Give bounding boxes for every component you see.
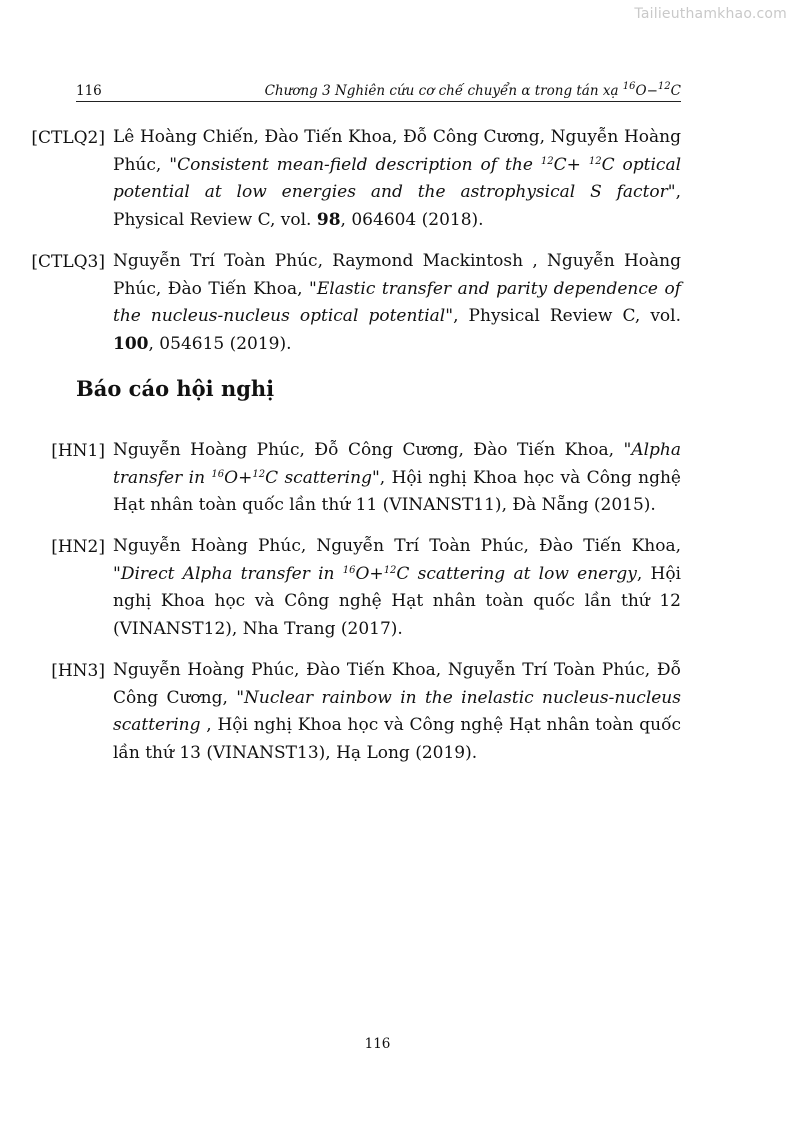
running-header (76, 83, 681, 99)
reference-key: [CTLQ2] (31, 128, 105, 148)
conference-body: Nguyễn Hoàng Phúc, Nguyễn Trí Toàn Phúc, Đào Tiến Khoa, "Direct Alpha transfer in $^{16}$O+$^{12}$C scattering at low energy, Hội nghị Khoa học và Công nghệ Hạt nhân toàn quốc lần thứ 12 (VINANST12), Nha Trang (2017). (113, 536, 681, 639)
watermark: Tailieuthamkhao.com (634, 6, 787, 22)
conference-body: Nguyễn Hoàng Phúc, Đào Tiến Khoa, Nguyễn Trí Toàn Phúc, Đỗ Công Cương, "Nuclear rainbow in the inelastic nucleus-nucleus scattering , Hội nghị Khoa học và Công nghệ Hạt nhân toàn quốc lần thứ 13 (VINANST13), Hạ Long (2019). (113, 660, 681, 763)
header-chapter-title: Chương 3 Nghiên cứu cơ chế chuyển α trong tán xạ $^{16}$O−$^{12}$C (264, 81, 681, 99)
header-page-number: 116 (76, 83, 102, 99)
header-rule (76, 101, 681, 102)
footer-page-number: 116 (364, 1036, 391, 1052)
conference-key: [HN1] (51, 441, 105, 461)
section-title: Báo cáo hội nghị (76, 376, 275, 401)
reference-body: Nguyễn Trí Toàn Phúc, Raymond Mackintosh , Nguyễn Hoàng Phúc, Đào Tiến Khoa, "Elastic transfer and parity dependence of the nucleus-nucleus optical potential", Physical Review C, vol. 100, 054615 (2019). (113, 251, 682, 354)
conference-key: [HN3] (51, 661, 105, 681)
reference-body: Lê Hoàng Chiến, Đào Tiến Khoa, Đỗ Công Cương, Nguyễn Hoàng Phúc, "Consistent mean-field description of the $^{12}$C+ $^{12}$C optical potential at low energies and the astrophysical S factor", Physical Review C, vol. 98, 064604 (2018). (113, 127, 682, 230)
conference-body: Nguyễn Hoàng Phúc, Đỗ Công Cương, Đào Tiến Khoa, "Alpha transfer in $^{16}$O+$^{12}$C scattering", Hội nghị Khoa học và Công nghệ Hạt nhân toàn quốc lần thứ 11 (VINANST11), Đà Nẵng (2015). (113, 440, 681, 515)
conference-key: [HN2] (51, 537, 105, 557)
reference-key: [CTLQ3] (31, 252, 105, 272)
